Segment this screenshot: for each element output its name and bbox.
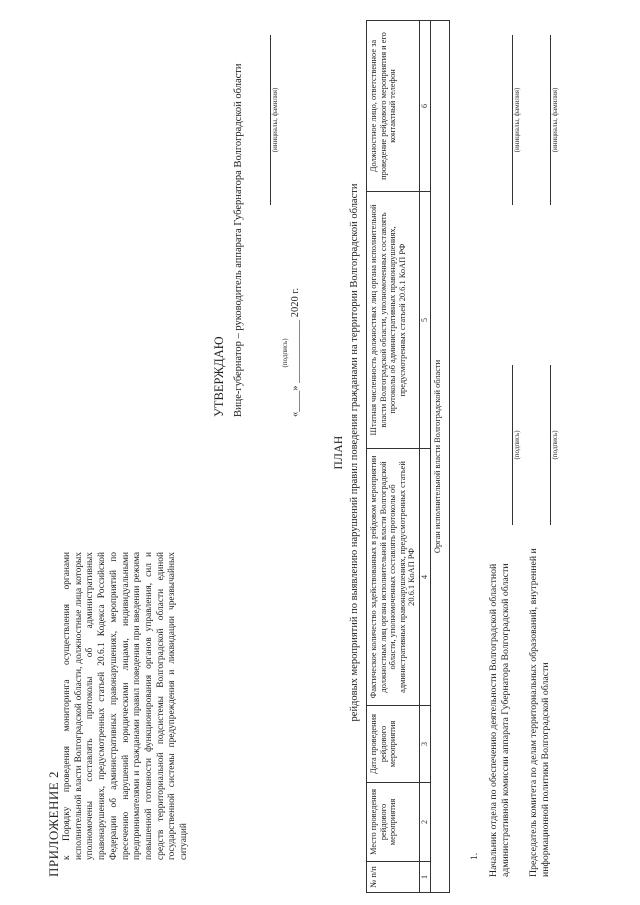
signature-2-sign-field [538, 365, 559, 525]
plan-subtitle: рейдовых мероприятий по выявлению нарушений правил поведения гражданами на территории Волгоградской области [349, 183, 360, 722]
table-header-row [367, 21, 420, 893]
appendix-order-text: к Порядку проведения мониторинга осуществления органами исполнительной власти Волгоградской области, должностные лица которых уполномочены составлять протоколы об административных правонарушениях, предусмотренных статьей 20.6.1 Кодекса Российской Федерации об административных правонарушениях, мероприятий по пресечению нарушений юридическими лицами, индивидуальными предпринимателями и гражданами правил поведения при введении режима повышенной готовности функционирования органов управления, сил и средств территориальной подсистемы Волгоградской области единой государственной системы предупреждения и ликвидации чрезвычайных ситуаций [62, 552, 190, 860]
signature-1-sign-line [500, 365, 513, 525]
approval-date: «____» ____________ 2020 г. [290, 287, 301, 417]
group-row-label: Орган исполнительной власти Волгоградской области [430, 21, 449, 893]
column-number: 3 [419, 706, 430, 783]
signature-block-2: Председатель комитета по делам территориальных образований, внутренней и информационной политики Волгоградской области [528, 548, 551, 877]
approval-initials-line [258, 35, 271, 205]
table-row-number: 1. [470, 852, 480, 860]
header-staff-count: Штатная численность должностных лиц органа исполнительной власти Волгоградской области, уполномоченных составлять протоколы об административных правонарушениях, предусмотренных статьей 20.6.1 КоАП РФ [367, 192, 420, 449]
signature-2-sign-hint: (подпись) [551, 430, 559, 460]
column-number: 6 [419, 21, 430, 192]
signature-1-sign-field [500, 365, 521, 525]
plan-title: ПЛАН [333, 435, 345, 470]
plan-table [366, 20, 450, 893]
approval-signature-hint: (подпись) [281, 338, 289, 368]
approval-initials-hint: (инициалы, фамилия) [271, 87, 279, 153]
column-number: 5 [419, 192, 430, 449]
signature-1-initials-field [500, 35, 521, 205]
column-number: 2 [419, 783, 430, 862]
header-date: Дата проведения рейдового мероприятия [367, 706, 420, 783]
signature-2-initials-field [538, 35, 559, 205]
signature-2-initials-line [538, 35, 551, 205]
column-number: 4 [419, 449, 430, 706]
signature-2-initials-hint: (инициалы, фамилия) [551, 87, 559, 153]
header-actual-count: Фактическое количество задействованных в рейдовом мероприятии должностных лиц органа исполнительной власти Волгоградской области, уполномоченных составлять протоколы об административных правонарушениях, предусмотренных статьей 20.6.1 КоАП РФ [367, 449, 420, 706]
approval-initials-field [258, 35, 279, 205]
approval-heading: УТВЕРЖДАЮ [212, 336, 226, 417]
appendix-title: ПРИЛОЖЕНИЕ 2 [46, 771, 61, 877]
approval-position: Вице-губернатор – руководитель аппарата Губернатора Волгоградской области [233, 63, 244, 417]
signature-1-initials-line [500, 35, 513, 205]
signature-1-initials-hint: (инициалы, фамилия) [513, 87, 521, 153]
header-responsible: Должностное лицо, ответственное за проведение рейдового мероприятия и его контактный телефон [367, 21, 420, 192]
header-number: № п/п [367, 862, 420, 893]
header-place: Место проведения рейдового мероприятия [367, 783, 420, 862]
column-number: 1 [419, 862, 430, 893]
signature-2-sign-line [538, 365, 551, 525]
signature-1-sign-hint: (подпись) [513, 430, 521, 460]
signature-block-1: Начальник отдела по обеспечению деятельности Волгоградской областной административной комиссии аппарата Губернатора Волгоградской области [488, 563, 511, 877]
column-number-row [419, 21, 430, 893]
group-row [430, 21, 449, 893]
